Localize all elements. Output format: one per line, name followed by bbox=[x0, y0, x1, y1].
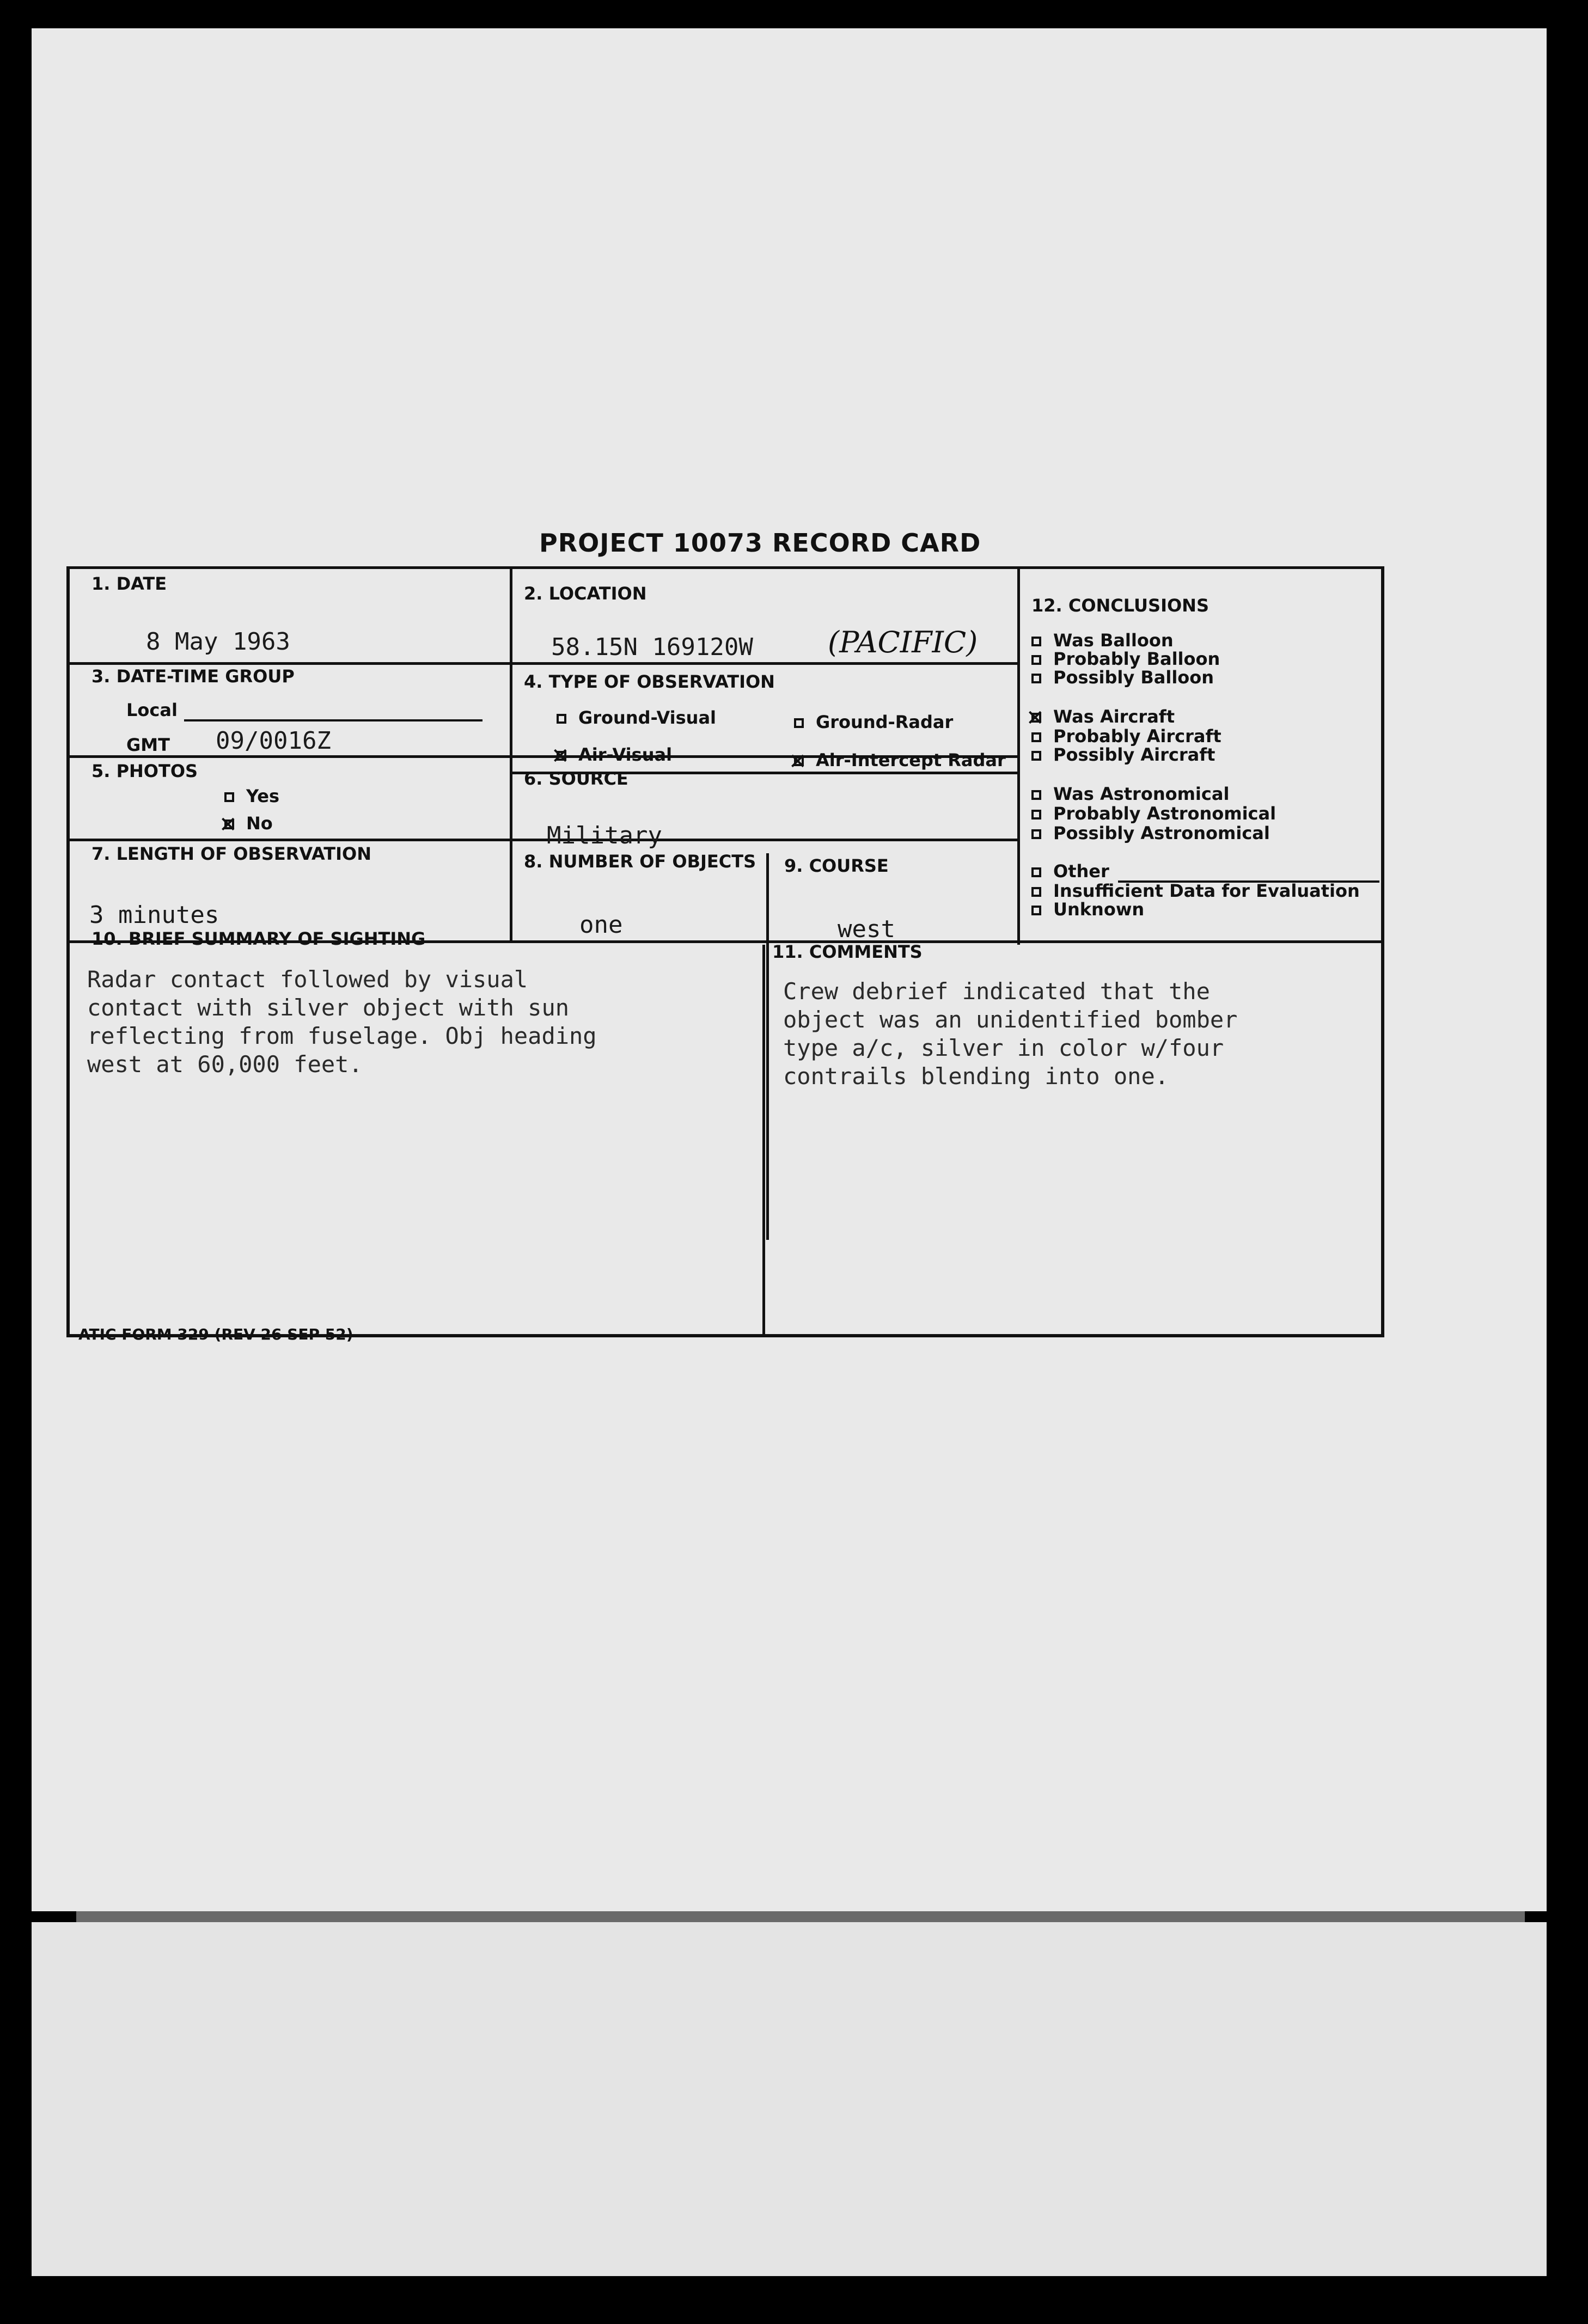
summary-line: contact with silver object with sun bbox=[87, 994, 570, 1021]
summary-line: west at 60,000 feet. bbox=[87, 1051, 363, 1078]
course-value: west bbox=[838, 915, 895, 943]
checkbox-ground-visual bbox=[557, 714, 566, 724]
source-value: Military bbox=[547, 822, 662, 849]
option-photos-no: ✕No bbox=[224, 813, 273, 834]
conclusion-was-astronomical: Was Astronomical bbox=[1031, 784, 1229, 804]
comments-line: object was an unidentified bomber bbox=[783, 1006, 1238, 1033]
checkbox-possibly-balloon bbox=[1031, 674, 1041, 683]
divider-col3 bbox=[766, 853, 769, 1240]
date-value: 8 May 1963 bbox=[146, 628, 290, 656]
checkbox-was-astronomical bbox=[1031, 790, 1041, 800]
number-of-objects-label: 8. NUMBER OF OBJECTS bbox=[524, 851, 756, 872]
conclusion-probably-balloon: Probably Balloon bbox=[1031, 649, 1220, 669]
summary-line: Radar contact followed by visual bbox=[87, 966, 528, 993]
conclusion-unknown: Unknown bbox=[1031, 899, 1144, 920]
checkbox-possibly-astronomical bbox=[1031, 829, 1041, 839]
comments-text bbox=[783, 977, 1237, 1091]
gmt-label: GMT bbox=[126, 735, 170, 755]
gmt-value: 09/0016Z bbox=[216, 727, 331, 755]
checkbox-probably-balloon bbox=[1031, 655, 1041, 665]
checkbox-other bbox=[1031, 867, 1041, 877]
local-label: Local bbox=[126, 700, 178, 720]
summary-label: 10. BRIEF SUMMARY OF SIGHTING bbox=[91, 928, 426, 949]
source-label: 6. SOURCE bbox=[524, 768, 628, 789]
conclusion-was-balloon: Was Balloon bbox=[1031, 630, 1174, 651]
option-air-intercept-radar: ✕ Air-Intercept Radar bbox=[794, 750, 1006, 770]
option-ground-visual: Ground-Visual bbox=[557, 707, 716, 728]
checkbox-air-intercept-radar-checked bbox=[794, 756, 804, 766]
conclusion-probably-astronomical: Probably Astronomical bbox=[1031, 803, 1276, 824]
checkbox-photos-no-checked bbox=[224, 819, 234, 829]
course-label: 9. COURSE bbox=[784, 855, 889, 876]
row-line-1 bbox=[70, 662, 1017, 665]
option-ground-radar: Ground-Radar bbox=[794, 712, 953, 732]
summary-line: reflecting from fuselage. Obj heading bbox=[87, 1023, 597, 1049]
checkbox-ground-radar bbox=[794, 718, 804, 728]
photos-label: 5. PHOTOS bbox=[91, 761, 198, 781]
option-air-visual: ✕Air-Visual bbox=[557, 744, 672, 765]
comments-line: Crew debrief indicated that the bbox=[783, 978, 1210, 1005]
gmt-underline bbox=[179, 755, 482, 757]
location-value: 58.15N 169120W bbox=[551, 633, 753, 661]
divider-summary-comments bbox=[762, 945, 765, 1335]
length-label: 7. LENGTH OF OBSERVATION bbox=[91, 843, 371, 864]
comments-line: type a/c, silver in color w/four bbox=[783, 1035, 1224, 1061]
location-label: 2. LOCATION bbox=[524, 583, 647, 604]
date-label: 1. DATE bbox=[91, 573, 167, 594]
checkbox-insufficient-data bbox=[1031, 887, 1041, 897]
conclusion-insufficient-data: Insufficient Data for Evaluation bbox=[1031, 880, 1360, 901]
conclusion-probably-aircraft: Probably Aircraft bbox=[1031, 726, 1221, 747]
length-value: 3 minutes bbox=[89, 901, 219, 929]
conclusion-possibly-balloon: Possibly Balloon bbox=[1031, 667, 1214, 688]
checkbox-was-balloon bbox=[1031, 637, 1041, 646]
checkbox-probably-astronomical bbox=[1031, 810, 1041, 819]
checkbox-was-aircraft-checked bbox=[1031, 713, 1041, 723]
card-title: PROJECT 10073 RECORD CARD bbox=[539, 528, 981, 558]
conclusion-possibly-astronomical: Possibly Astronomical bbox=[1031, 823, 1270, 843]
option-photos-yes: Yes bbox=[224, 786, 279, 806]
divider-col2 bbox=[1017, 569, 1020, 945]
conclusions-label: 12. CONCLUSIONS bbox=[1031, 595, 1209, 616]
checkbox-air-visual-checked bbox=[557, 751, 566, 761]
comments-line: contrails blending into one. bbox=[783, 1063, 1169, 1090]
checkbox-probably-aircraft bbox=[1031, 732, 1041, 742]
lower-backing-sheet bbox=[32, 1922, 1547, 2276]
number-of-objects-value: one bbox=[579, 911, 623, 939]
conclusion-was-aircraft: ✕Was Aircraft bbox=[1031, 706, 1175, 727]
conclusion-other: Other bbox=[1031, 861, 1109, 882]
type-of-observation-label: 4. TYPE OF OBSERVATION bbox=[524, 671, 775, 692]
local-underline bbox=[184, 719, 482, 721]
conclusion-possibly-aircraft: Possibly Aircraft bbox=[1031, 744, 1215, 765]
comments-label: 11. COMMENTS bbox=[772, 941, 923, 962]
checkbox-unknown bbox=[1031, 906, 1041, 915]
checkbox-photos-yes bbox=[224, 792, 234, 802]
checkbox-possibly-aircraft bbox=[1031, 751, 1041, 761]
form-number: ATIC FORM 329 (REV 26 SEP 52) bbox=[78, 1325, 353, 1343]
record-card bbox=[66, 566, 1384, 1337]
handwritten-location-note: (PACIFIC) bbox=[828, 625, 978, 659]
row-line-3 bbox=[70, 839, 1017, 841]
summary-text bbox=[87, 965, 597, 1079]
divider-col1 bbox=[510, 569, 512, 940]
date-time-group-label: 3. DATE-TIME GROUP bbox=[91, 666, 295, 687]
